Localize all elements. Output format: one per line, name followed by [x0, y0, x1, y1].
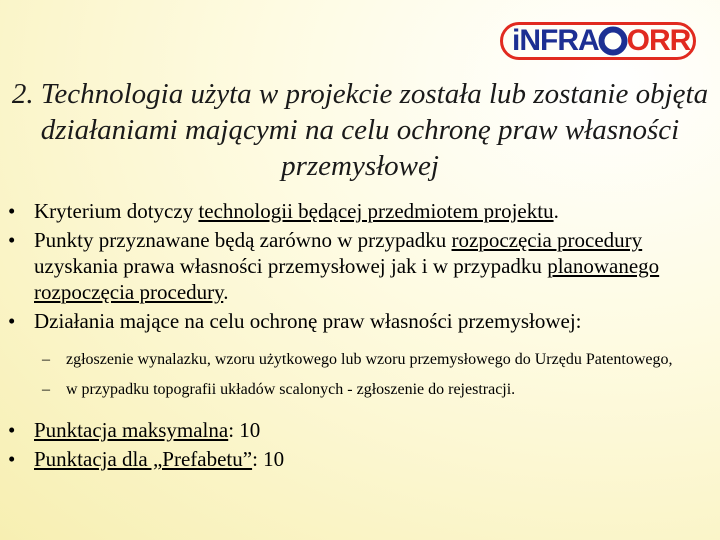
bullet-icon: •: [8, 447, 16, 471]
underlined-text: Punktacja dla „Prefabetu”: [34, 447, 253, 471]
logo-ring-icon: [598, 26, 628, 56]
dash-icon: –: [42, 381, 50, 398]
underlined-text: technologii będącej przedmiotem projektu: [198, 199, 554, 223]
underlined-text: Punktacja maksymalna: [34, 418, 229, 442]
sub-bullet-text: zgłoszenie wynalazku, wzoru użytkowego lub wzoru przemysłowego do Urzędu Patentowego,: [66, 351, 673, 368]
underlined-text: rozpoczęcia procedury: [451, 228, 643, 252]
sub-bullet-patent: [0, 349, 720, 371]
dash-icon: –: [42, 351, 50, 368]
bullet-icon: •: [8, 309, 16, 333]
logo-text-part2: ORR: [626, 24, 691, 57]
bullet-text: uzyskania prawa własności przemysłowej jak i w przypadku: [34, 254, 548, 278]
bullet-actions: [0, 308, 720, 334]
bullet-icon: •: [8, 228, 16, 252]
bullet-text: Działania mające na celu ochronę praw własności przemysłowej:: [34, 309, 582, 333]
bullet-icon: •: [8, 199, 16, 223]
bullet-text: .: [223, 280, 229, 304]
bullet-prefabet-score: [0, 446, 720, 472]
sub-bullet-text: w przypadku topografii układów scalonych - zgłoszenie do rejestracji.: [66, 381, 516, 398]
bullet-list: [0, 198, 720, 475]
slide-title: 2. Technologia użyta w projekcie została lub zostanie objęta działaniami mającymi na celu ochronę praw własności przemysłowej: [11, 78, 709, 182]
logo-wordmark: [500, 26, 690, 56]
bullet-icon: •: [8, 418, 16, 442]
bullet-text: Kryterium dotyczy: [34, 199, 199, 223]
company-logo: [500, 20, 696, 62]
sub-bullet-topography: [0, 379, 720, 401]
bullet-text: Punkty przyznawane będą zarówno w przypadku: [34, 228, 452, 252]
underlined-text: planowanego rozpoczęcia procedury: [34, 254, 660, 304]
bullet-points: [0, 227, 720, 305]
bullet-text: .: [553, 199, 559, 223]
bullet-text: : 10: [228, 418, 261, 442]
bullet-criterion: [0, 198, 720, 224]
bullet-text: : 10: [252, 447, 285, 471]
bullet-max-score: [0, 417, 720, 443]
logo-text-part1: iNFRA: [512, 24, 599, 57]
